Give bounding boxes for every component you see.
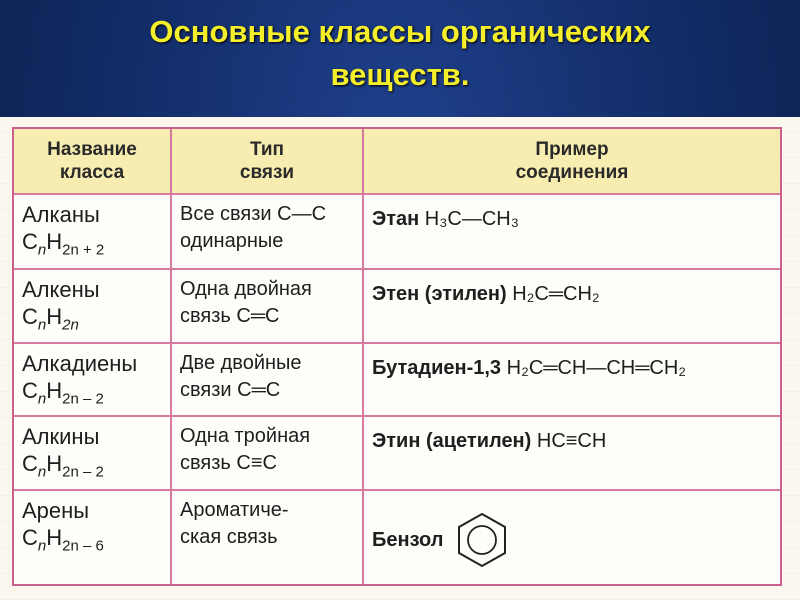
table-row-alkadienes-name bbox=[14, 344, 172, 417]
header-bond-type-line-1: Тип bbox=[249, 139, 285, 160]
bond-line-2: связь С≡С bbox=[180, 452, 277, 474]
table-row-alkenes-bond bbox=[172, 270, 364, 344]
bond-line-1: Одна двойная bbox=[180, 278, 312, 300]
class-name: Алканы bbox=[22, 202, 100, 227]
general-formula: $C_nH_{2n - 6}$ bbox=[22, 525, 104, 555]
example-formula: H₂C═CH—CH═CH₂ bbox=[506, 357, 687, 379]
table-row-alkenes-name bbox=[14, 270, 172, 344]
table-row-arenes-bond bbox=[172, 491, 364, 584]
organic-classes-table bbox=[12, 127, 782, 586]
table-row-alkynes-name bbox=[14, 417, 172, 491]
benzene-ring-icon bbox=[455, 511, 509, 569]
general-formula: $C_nH_{2n - 2}$ bbox=[22, 378, 104, 408]
example-name: Бензол bbox=[372, 528, 444, 551]
class-name: Арены bbox=[22, 498, 90, 523]
header-class-name-line-2: класса bbox=[59, 162, 125, 183]
class-name: Алкены bbox=[22, 277, 100, 302]
table-row-alkanes-name bbox=[14, 195, 172, 270]
example-name: Этен bbox=[372, 283, 420, 305]
example-formula: HC≡CH bbox=[536, 430, 607, 452]
header-example-line-1: Пример bbox=[535, 139, 609, 160]
example-name: Бутадиен-1,3 bbox=[372, 357, 502, 379]
table-row-arenes-example bbox=[364, 491, 780, 584]
bond-line-1: Одна тройная bbox=[180, 425, 311, 447]
bond-line-2: связь С═С bbox=[180, 305, 280, 327]
bond-line-1: Все связи С—С bbox=[180, 203, 327, 225]
header-class-name-line-1: Название bbox=[47, 139, 137, 160]
table-row-arenes-name bbox=[14, 491, 172, 584]
general-formula: $C_nH_{2n - 2}$ bbox=[22, 451, 104, 481]
bond-line-2: одинарные bbox=[180, 230, 284, 252]
example-alt-name: (ацетилен) bbox=[425, 430, 532, 452]
example-name: Этан bbox=[372, 208, 420, 230]
class-name: Алкадиены bbox=[22, 351, 138, 376]
header-bond-type-line-2: связи bbox=[239, 162, 295, 183]
bond-line-2: ская связь bbox=[180, 526, 278, 548]
general-formula: $C_nH_{2n}$ bbox=[22, 304, 79, 334]
example-formula: H₃C—CH₃ bbox=[424, 208, 519, 230]
header-class-name bbox=[14, 129, 172, 195]
benzene-example bbox=[372, 497, 772, 569]
example-alt-name: (этилен) bbox=[424, 283, 507, 305]
table-row-alkadienes-bond bbox=[172, 344, 364, 417]
bond-line-2: связи С═С bbox=[180, 379, 281, 401]
example-formula: H₂C═CH₂ bbox=[512, 283, 600, 305]
header-example bbox=[364, 129, 780, 195]
table-row-alkanes-bond bbox=[172, 195, 364, 270]
bond-line-1: Две двойные bbox=[180, 352, 302, 374]
bond-line-1: Ароматиче- bbox=[180, 499, 289, 521]
table-row-alkenes-example bbox=[364, 270, 780, 344]
slide-title-line-1: Основные классы органических bbox=[149, 14, 651, 49]
slide-title bbox=[0, 10, 800, 96]
table-row-alkynes-example bbox=[364, 417, 780, 491]
example-name: Этин bbox=[372, 430, 421, 452]
table-row-alkanes-example bbox=[364, 195, 780, 270]
table-row-alkadienes-example bbox=[364, 344, 780, 417]
class-name: Алкины bbox=[22, 424, 100, 449]
table-row-alkynes-bond bbox=[172, 417, 364, 491]
general-formula: $C_nH_{2n + 2}$ bbox=[22, 229, 105, 259]
header-example-line-2: соединения bbox=[515, 162, 629, 183]
header-bond-type bbox=[172, 129, 364, 195]
slide-title-line-2: веществ. bbox=[330, 57, 470, 92]
